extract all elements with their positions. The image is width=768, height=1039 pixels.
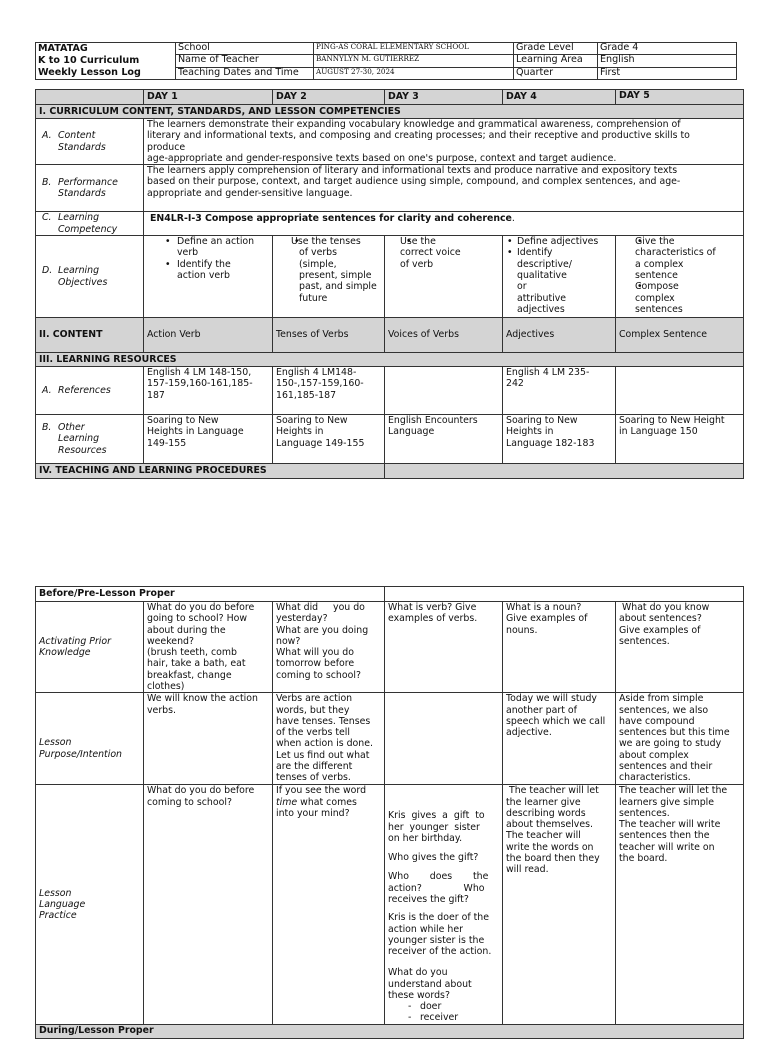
references-day-2 [273, 367, 385, 415]
content-row [36, 318, 744, 353]
cell-line: Heights in [506, 426, 554, 438]
cell-line: characteristics. [619, 772, 691, 784]
cell-line: sentences. [619, 807, 670, 819]
activating-row [36, 602, 744, 693]
cell-line: are the different [276, 760, 353, 772]
performance-standards-text [144, 165, 744, 212]
objective-line: • Compose [635, 281, 679, 293]
objective-line: attributive [517, 292, 567, 304]
log-title-line: K to 10 Curriculum [38, 55, 140, 66]
cell-line: Verbs are action [276, 693, 353, 705]
objective-line: • Use the tenses [291, 236, 361, 248]
objective-line: past, and simple [299, 281, 377, 293]
cell-line: (brush teeth, comb [147, 647, 237, 659]
label-line: Learning [58, 212, 100, 224]
quarter-label: Quarter [514, 67, 598, 80]
cell-line: sentences and their [619, 760, 713, 772]
cell-line: on her birthday. [388, 832, 463, 844]
cell-line: 161,185-187 [276, 389, 337, 401]
day-header-2: DAY 2 [273, 90, 385, 105]
log-title [36, 43, 176, 80]
purpose-day-5 [616, 693, 744, 785]
purpose-day-2 [273, 693, 385, 785]
section-content: II. CONTENT [36, 318, 144, 353]
objective-line: or [517, 281, 527, 293]
cell-line: have compound [619, 715, 695, 727]
cell-line: Soaring to New [506, 415, 578, 427]
cell-line: in Language 150 [619, 426, 698, 438]
cell-line: What is verb? Give [388, 602, 477, 613]
cell-line: 242 [506, 378, 524, 390]
purpose-day-3 [385, 693, 503, 785]
cell-line: will read. [506, 864, 549, 876]
content-day-5: Complex Sentence [616, 318, 744, 353]
row-index: A. [42, 384, 52, 396]
purpose-day-4 [503, 693, 616, 785]
cell-line: 150-,157-159,160- [276, 378, 364, 390]
objective-line: future [299, 292, 328, 304]
cell-paragraph [388, 852, 499, 863]
practice-label [36, 785, 144, 1025]
lesson-log-table [35, 89, 744, 479]
cell-line: clothes) [147, 680, 185, 692]
cell-line: Soaring to New [276, 415, 348, 427]
cell-line: now? [276, 635, 301, 647]
text-line: produce [147, 141, 186, 153]
objective-line: complex [635, 292, 675, 304]
content-day-3: Voices of Verbs [385, 318, 503, 353]
cell-line: Aside from simple [619, 693, 704, 705]
other-resources-day-3 [385, 415, 503, 464]
cell-line: tomorrow before [276, 658, 355, 670]
label-line: Learning [58, 265, 100, 277]
references-day-1 [144, 367, 273, 415]
cell-line: Language [388, 426, 435, 438]
objective-line: a complex [635, 258, 684, 270]
school-label: School [176, 43, 314, 55]
cell-line: yesterday? [276, 613, 328, 625]
objective-line: sentences [635, 303, 683, 315]
row-index: D. [42, 265, 53, 277]
cell-line: Who gives the gift? [388, 852, 479, 864]
references-day-5 [616, 367, 744, 415]
cell-line: What do you do before [147, 785, 255, 797]
cell-line: Language 149-155 [276, 437, 365, 449]
cell-line: hair, take a bath, eat [147, 658, 246, 670]
label-line: Standards [58, 141, 106, 153]
label-line: Knowledge [39, 647, 91, 659]
cell-line: Let us find out what [276, 749, 370, 761]
cell-line: Heights in [276, 426, 324, 438]
objective-item [506, 236, 612, 247]
cell-line: examples of verbs. [388, 613, 478, 625]
cell-line: about complex [619, 749, 689, 761]
objectives-day-5 [616, 236, 744, 318]
practice-day-1 [144, 785, 273, 1025]
label-line: Resources [58, 444, 107, 456]
cell-line: What do you know [619, 602, 710, 613]
cell-line: action while her [388, 923, 463, 935]
cell-line: the learner give [506, 796, 581, 808]
label-line: Practice [39, 910, 77, 922]
objective-line: of verbs [299, 247, 338, 259]
objective-line: descriptive/ [517, 258, 572, 270]
content-standards-text [144, 119, 744, 165]
cell-line: Soaring to New [147, 415, 219, 427]
competency-code: EN4LR-I-3 Compose appropriate sentences for clarity and coherence [150, 213, 512, 225]
section-during: During/Lesson Proper [36, 1024, 744, 1038]
other-resources-day-5 [616, 415, 744, 464]
day-header-3: DAY 3 [385, 90, 503, 105]
learning-objectives-label [36, 236, 144, 318]
quarter-value: First [598, 67, 737, 80]
objective-line: correct voice [400, 247, 461, 259]
cell-line: If you see the word [276, 785, 367, 797]
objective-item [147, 236, 269, 259]
cell-line: The teacher will let the [619, 785, 728, 797]
cell-line: English 4 LM 235- [506, 367, 590, 379]
references-row [36, 367, 744, 415]
cell-line: Kris is the doer of the [388, 912, 489, 924]
cell-line: when action is done. [276, 738, 373, 750]
cell-line: The teacher will [506, 830, 581, 842]
cell-paragraph [388, 871, 499, 905]
cell-line: Soaring to New Height [619, 415, 725, 427]
cell-line: sentences, we also [619, 704, 709, 716]
text-line: The learners apply comprehension of literary and informational texts and produce narrative and expository texts [147, 165, 678, 177]
cell-paragraph [388, 912, 499, 957]
content-standards-label [36, 119, 144, 165]
objective-item [388, 236, 499, 270]
cell-line: weekend? [147, 635, 194, 647]
cell-line: Language 182-183 [506, 437, 595, 449]
cell-line: write the words on [506, 841, 594, 853]
references-day-3 [385, 367, 503, 415]
cell-paragraph [388, 967, 499, 1001]
objective-line: • Identify the [177, 258, 231, 270]
learning-competency-text [144, 212, 744, 236]
text-line: appropriate and gender-sensitive language. [147, 187, 353, 199]
log-title-line: MATATAG [38, 43, 88, 54]
cell-line: describing words [506, 807, 586, 819]
cell-line: What will you do [276, 647, 354, 659]
label-line: Competency [58, 223, 118, 235]
content-day-2: Tenses of Verbs [273, 318, 385, 353]
cell-text: what comes [297, 796, 357, 808]
objective-line: characteristics of [635, 247, 716, 259]
practice-day-4 [503, 785, 616, 1025]
cell-line: tenses of verbs. [276, 772, 351, 784]
cell-line: the board then they [506, 852, 600, 864]
label-line: Purpose/Intention [39, 748, 122, 760]
cell-line: the board. [619, 852, 668, 864]
activating-day-3 [385, 602, 503, 693]
cell-line: speech which we call [506, 715, 606, 727]
section-procedures: IV. TEACHING AND LEARNING PROCEDURES [36, 464, 385, 479]
dash-item: - receiver [408, 1012, 499, 1023]
cell-line: The teacher will write [619, 819, 721, 831]
activating-day-2 [273, 602, 385, 693]
day-header-row [36, 90, 744, 105]
other-resources-day-1 [144, 415, 273, 464]
cell-line: The teacher will let [506, 785, 599, 797]
objective-line: • Identify [517, 247, 553, 259]
text-line: literary and informational texts, and composing and creating processes; and their receptive and productive skills to [147, 130, 690, 142]
objective-line: of verb [400, 258, 434, 270]
other-resources-day-2 [273, 415, 385, 464]
label-line: Lesson [39, 737, 72, 749]
purpose-label [36, 693, 144, 785]
cell-line: receives the gift? [388, 893, 469, 905]
row-index: A. [42, 130, 52, 142]
cell-line: adjective. [506, 727, 552, 739]
learning-objectives-row [36, 236, 744, 318]
cell-line: What do you do before [147, 602, 255, 613]
cell-line: words, but they [276, 704, 350, 716]
cell-line: learners give simple [619, 796, 715, 808]
cell-line: understand about [388, 978, 472, 990]
cell-line: English 4 LM 148-150, [147, 367, 252, 379]
objective-line: action verb [177, 269, 230, 281]
cell-line: another part of [506, 704, 577, 716]
row-index: B. [42, 176, 52, 188]
other-resources-label [36, 415, 144, 464]
section-resources: III. LEARNING RESOURCES [36, 353, 744, 367]
activating-day-1 [144, 602, 273, 693]
cell-line: younger sister is the [388, 934, 485, 946]
cell-line: action? Who [388, 882, 485, 894]
practice-day-3 [385, 785, 503, 1025]
cell-line: 149-155 [147, 437, 187, 449]
activating-day-4 [503, 602, 616, 693]
teaching-dates-value: AUGUST 27-30, 2024 [314, 67, 514, 80]
label-line: Content [58, 130, 96, 142]
other-resources-row [36, 415, 744, 464]
teacher-label: Name of Teacher [176, 55, 314, 67]
row-index: C. [42, 212, 52, 224]
cell-line: sentences but this time [619, 727, 730, 739]
performance-standards-label [36, 165, 144, 212]
objective-item [619, 281, 740, 315]
cell-line: sentences. [619, 635, 670, 647]
performance-standards-row [36, 165, 744, 212]
activating-day-5 [616, 602, 744, 693]
objective-item [276, 236, 381, 304]
practice-day-2 [273, 785, 385, 1025]
cell-line: English 4 LM148- [276, 367, 357, 379]
cell-line: coming to school? [276, 669, 361, 681]
cell-line: What did you do [276, 602, 365, 613]
cell-line: we are going to study [619, 738, 722, 750]
cell-line: Kris gives a gift to [388, 810, 485, 822]
cell-line: sentences then the [619, 830, 710, 842]
cell-line: 187 [147, 389, 165, 401]
objective-line: • Give the [635, 236, 675, 248]
label-line: Standards [58, 188, 106, 200]
cell-paragraph [388, 810, 499, 844]
cell-line: about during the [147, 624, 226, 636]
cell-line: these words? [388, 989, 450, 1001]
label-line: References [58, 384, 111, 396]
log-title-line: Weekly Lesson Log [38, 67, 141, 78]
practice-day-5 [616, 785, 744, 1025]
label-line: Learning [58, 433, 100, 445]
section-curriculum: I. CURRICULUM CONTENT, STANDARDS, AND LESSON COMPETENCIES [36, 105, 744, 119]
cell-line: Give examples of [506, 613, 588, 625]
cell-line: teacher will write on [619, 841, 715, 853]
learning-area-value: English [598, 55, 737, 67]
cell-line: Today we will study [506, 693, 597, 705]
learning-competency-label [36, 212, 144, 236]
objectives-day-4 [503, 236, 616, 318]
procedures-table [35, 586, 744, 1039]
label-line: Performance [58, 176, 118, 188]
objective-line: (simple, [299, 258, 337, 270]
cell-line: verbs. [147, 704, 176, 716]
content-day-4: Adjectives [503, 318, 616, 353]
cell-line: nouns. [506, 624, 538, 636]
objectives-day-3 [385, 236, 503, 318]
cell-line: about themselves. [506, 819, 593, 831]
cell-line: What is a noun? [506, 602, 582, 613]
cell-line: Who does the [388, 871, 489, 883]
cell-line: her younger sister [388, 821, 480, 833]
school-value: PING-AS CORAL ELEMENTARY SCHOOL [314, 43, 514, 55]
day-header-1: DAY 1 [144, 90, 273, 105]
cell-line: receiver of the action. [388, 946, 492, 958]
objective-line: adjectives [517, 303, 565, 315]
teaching-dates-label: Teaching Dates and Time [176, 67, 314, 80]
cell-line: Heights in Language [147, 426, 244, 438]
cell-line [276, 797, 381, 808]
label-line: Language [39, 898, 86, 910]
purpose-day-1 [144, 693, 273, 785]
row-index: B. [42, 422, 52, 434]
cell-line: about sentences? [619, 613, 702, 625]
objectives-day-2 [273, 236, 385, 318]
learning-competency-row [36, 212, 744, 236]
day-header-5: DAY 5 [616, 90, 744, 105]
cell-line: into your mind? [276, 807, 350, 819]
purpose-row [36, 693, 744, 785]
cell-line: We will know the action [147, 693, 258, 705]
objective-line: sentence [635, 269, 678, 281]
objectives-day-1 [144, 236, 273, 318]
day-header-4: DAY 4 [503, 90, 616, 105]
objective-line: • Define an action verb [177, 236, 255, 259]
grade-level-label: Grade Level [514, 43, 598, 55]
cell-line: What are you doing [276, 624, 369, 636]
other-resources-day-4 [503, 415, 616, 464]
competency-period: . [511, 213, 515, 225]
cell-line: going to school? How [147, 613, 248, 625]
cell-line: 157-159,160-161,185- [147, 378, 253, 390]
content-standards-row [36, 119, 744, 165]
objective-line: qualitative [517, 269, 567, 281]
label-line: Other [58, 422, 85, 434]
section-before: Before/Pre-Lesson Proper [36, 587, 385, 602]
objective-line: • Use the [400, 236, 436, 248]
cell-line: What do you [388, 967, 448, 979]
label-line: Lesson [39, 887, 72, 899]
objective-line: present, simple [299, 269, 372, 281]
cell-line: English Encounters [388, 415, 478, 427]
cell-line: Give examples of [619, 624, 701, 636]
references-label [36, 367, 144, 415]
cell-line: coming to school? [147, 796, 232, 808]
grade-level-value: Grade 4 [598, 43, 737, 55]
dash-list [388, 1001, 499, 1024]
objective-line: • Define adjectives [517, 236, 599, 248]
emphasized-word: time [276, 796, 298, 808]
cell-line: have tenses. Tenses [276, 715, 371, 727]
header-table [35, 42, 737, 80]
activating-label [36, 602, 144, 693]
text-line: age-appropriate and gender-responsive texts based on one's purpose, context and target audience. [147, 152, 617, 164]
label-line: Activating Prior [39, 635, 111, 647]
objective-item [619, 236, 740, 281]
cell-line: of the verbs tell [276, 727, 351, 739]
teacher-value: BANNYLYN M. GUTIERREZ [314, 55, 514, 67]
learning-area-label: Learning Area [514, 55, 598, 67]
content-day-1: Action Verb [144, 318, 273, 353]
references-day-4 [503, 367, 616, 415]
objective-item [506, 247, 612, 315]
text-line: The learners demonstrate their expanding vocabulary knowledge and grammatical awareness, comprehension of [147, 119, 681, 130]
dash-item: - doer [408, 1001, 499, 1012]
text-line: based on their purpose, context, and target audience using simple, compound, and complex sentences, and age- [147, 176, 681, 188]
label-line: Objectives [58, 276, 108, 288]
objective-item [147, 259, 269, 282]
cell-line: breakfast, change [147, 669, 232, 681]
practice-row [36, 785, 744, 1025]
